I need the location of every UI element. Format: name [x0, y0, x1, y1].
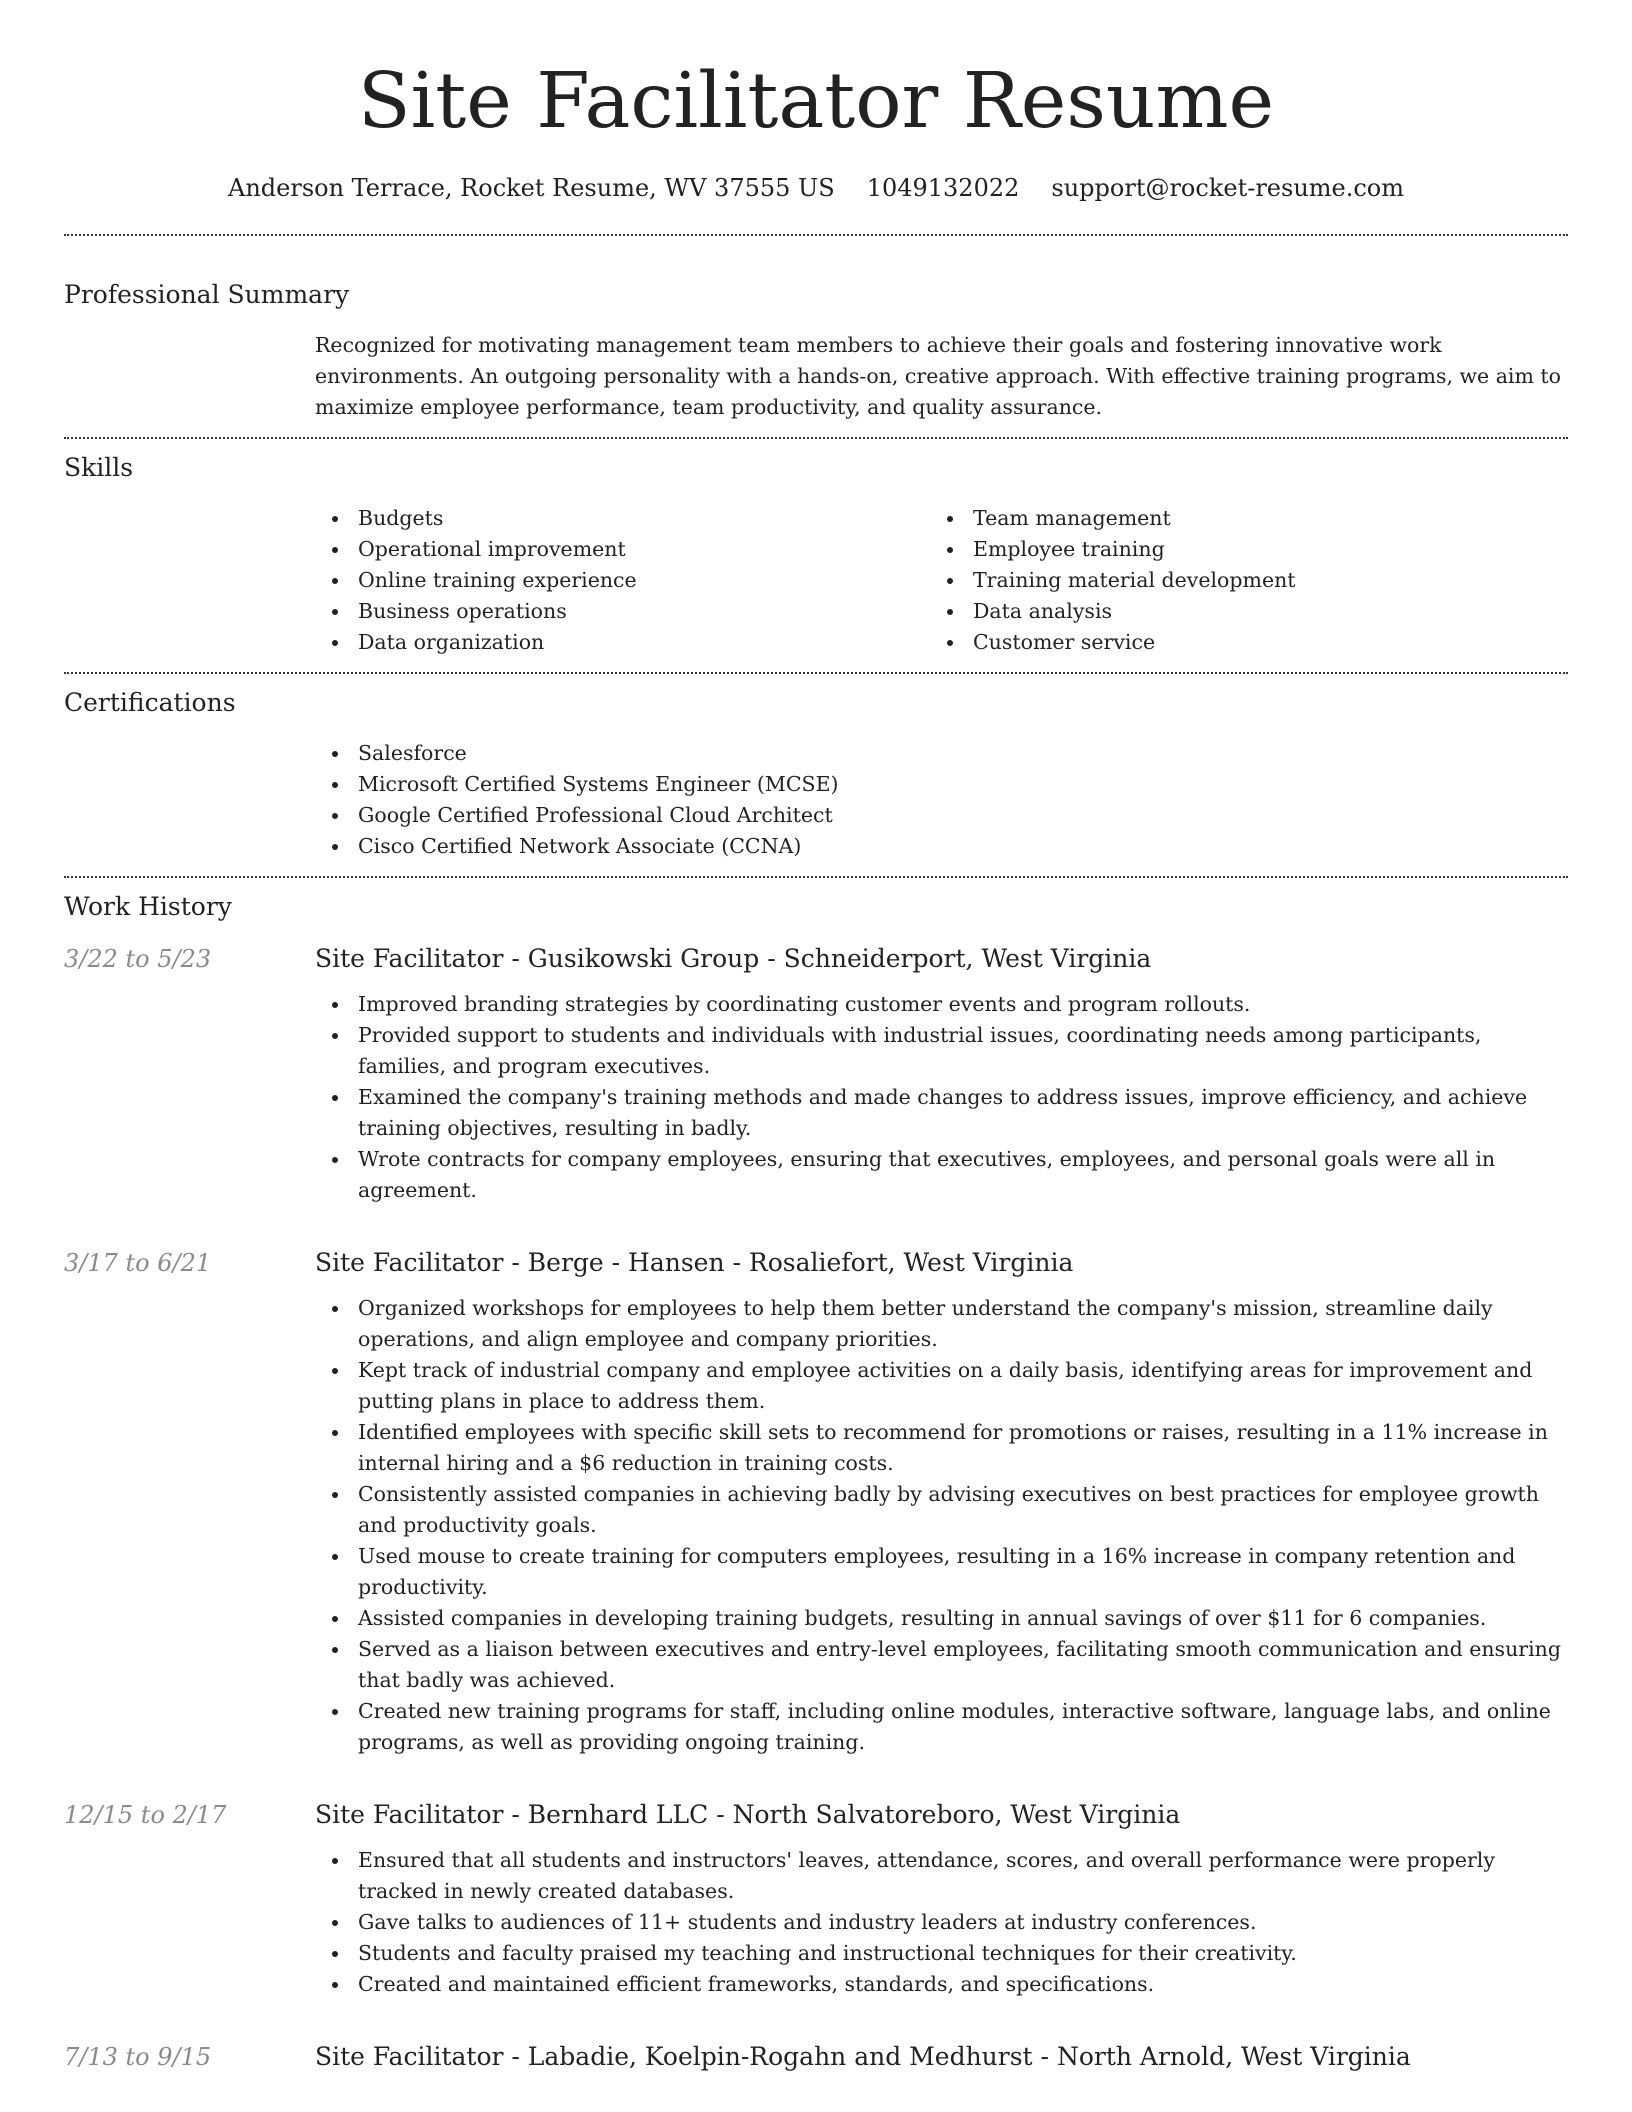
job-bullet: Created and maintained efficient frameworks, standards, and specifications. [315, 1969, 1568, 2000]
skills-column-left [315, 503, 930, 658]
contact-phone: 1049132022 [866, 174, 1020, 202]
job-date: 7/13 to 9/15 [64, 2043, 212, 2071]
skills-heading: Skills [64, 453, 134, 482]
summary-section [64, 278, 1568, 437]
skill-item: Customer service [930, 627, 1545, 658]
skill-item: Business operations [315, 596, 930, 627]
job-heading: Site Facilitator - Bernhard LLC - North Salvatoreboro, West Virginia [315, 1800, 1181, 1829]
summary-heading: Professional Summary [64, 280, 350, 309]
job-bullet: Consistently assisted companies in achieving badly by advising executives on best practices for employee growth and productivity goals. [315, 1479, 1568, 1541]
certification-item: Google Certified Professional Cloud Architect [315, 800, 1568, 831]
certification-item: Salesforce [315, 738, 1568, 769]
job-bullet: Gave talks to audiences of 11+ students and industry leaders at industry conferences. [315, 1907, 1568, 1938]
certification-item: Cisco Certified Network Associate (CCNA) [315, 831, 1568, 862]
job-header [64, 1798, 1568, 1832]
job-bullet: Provided support to students and individuals with industrial issues, coordinating needs among participants, families, and program executives. [315, 1020, 1568, 1082]
job-bullet: Kept track of industrial company and employee activities on a daily basis, identifying areas for improvement and putting plans in place to address them. [315, 1355, 1568, 1417]
divider [64, 234, 1568, 236]
job-header [64, 942, 1568, 976]
job-bullet: Organized workshops for employees to help them better understand the company's mission, streamline daily operations, and align employee and company priorities. [315, 1293, 1568, 1355]
skills-section [64, 451, 1568, 672]
divider [64, 437, 1568, 439]
certification-item: Microsoft Certified Systems Engineer (MCSE) [315, 769, 1568, 800]
job-date: 3/17 to 6/21 [64, 1249, 212, 1277]
skill-item: Online training experience [315, 565, 930, 596]
skills-column-right [930, 503, 1545, 658]
job-bullets [315, 1293, 1568, 1780]
divider [64, 876, 1568, 878]
certifications-list [315, 738, 1568, 876]
job-bullet: Ensured that all students and instructors' leaves, attendance, scores, and overall performance were properly tracked in newly created databases. [315, 1845, 1568, 1907]
skill-item: Employee training [930, 534, 1545, 565]
job-bullets [315, 989, 1568, 1228]
skills-list [315, 503, 1568, 672]
job-bullet: Examined the company's training methods and made changes to address issues, improve efficiency, and achieve training objectives, resulting in badly. [315, 1082, 1568, 1144]
job-heading: Site Facilitator - Gusikowski Group - Schneiderport, West Virginia [315, 944, 1152, 973]
skill-item: Training material development [930, 565, 1545, 596]
job-header [64, 2040, 1568, 2074]
job-entry [64, 1246, 1568, 1780]
job-header [64, 1246, 1568, 1280]
contact-address: Anderson Terrace, Rocket Resume, WV 37555 US [227, 174, 835, 202]
job-bullet: Used mouse to create training for computers employees, resulting in a 16% increase in company retention and productivity. [315, 1541, 1568, 1603]
job-bullet: Identified employees with specific skill sets to recommend for promotions or raises, resulting in a 11% increase in internal hiring and a $6 reduction in training costs. [315, 1417, 1568, 1479]
certifications-heading: Certifications [64, 688, 236, 717]
work-history-heading: Work History [64, 892, 232, 921]
job-heading: Site Facilitator - Labadie, Koelpin-Rogahn and Medhurst - North Arnold, West Virginia [315, 2042, 1411, 2071]
skill-item: Data organization [315, 627, 930, 658]
job-entry [64, 942, 1568, 1228]
resume-title: Site Facilitator Resume [357, 57, 1275, 146]
skill-item: Operational improvement [315, 534, 930, 565]
contact-email[interactable]: support@rocket-resume.com [1051, 174, 1405, 202]
job-heading: Site Facilitator - Berge - Hansen - Rosaliefort, West Virginia [315, 1248, 1074, 1277]
job-date: 12/15 to 2/17 [64, 1801, 227, 1829]
skill-item: Team management [930, 503, 1545, 534]
job-entry [64, 1798, 1568, 2022]
work-history-section [64, 890, 1568, 2074]
skill-item: Budgets [315, 503, 930, 534]
job-bullet: Students and faculty praised my teaching and instructional techniques for their creativity. [315, 1938, 1568, 1969]
job-entry [64, 2040, 1568, 2074]
job-bullet: Served as a liaison between executives and entry-level employees, facilitating smooth communication and ensuring that badly was achieved. [315, 1634, 1568, 1696]
job-bullets [315, 1845, 1568, 2022]
job-bullet: Improved branding strategies by coordinating customer events and program rollouts. [315, 989, 1568, 1020]
job-bullet: Created new training programs for staff, including online modules, interactive software, language labs, and online programs, as well as providing ongoing training. [315, 1696, 1568, 1758]
job-bullet: Wrote contracts for company employees, ensuring that executives, employees, and personal goals were all in agreement. [315, 1144, 1568, 1206]
summary-text: Recognized for motivating management team members to achieve their goals and fostering innovative work environments. An outgoing personality with a hands-on, creative approach. With effective training programs, we aim to maximize employee performance, team productivity, and quality assurance. [315, 333, 1562, 419]
contact-line [64, 172, 1568, 204]
skill-item: Data analysis [930, 596, 1545, 627]
certifications-section [64, 686, 1568, 876]
job-date: 3/22 to 5/23 [64, 945, 212, 973]
divider [64, 672, 1568, 674]
job-bullet: Assisted companies in developing training budgets, resulting in annual savings of over $11 for 6 companies. [315, 1603, 1568, 1634]
